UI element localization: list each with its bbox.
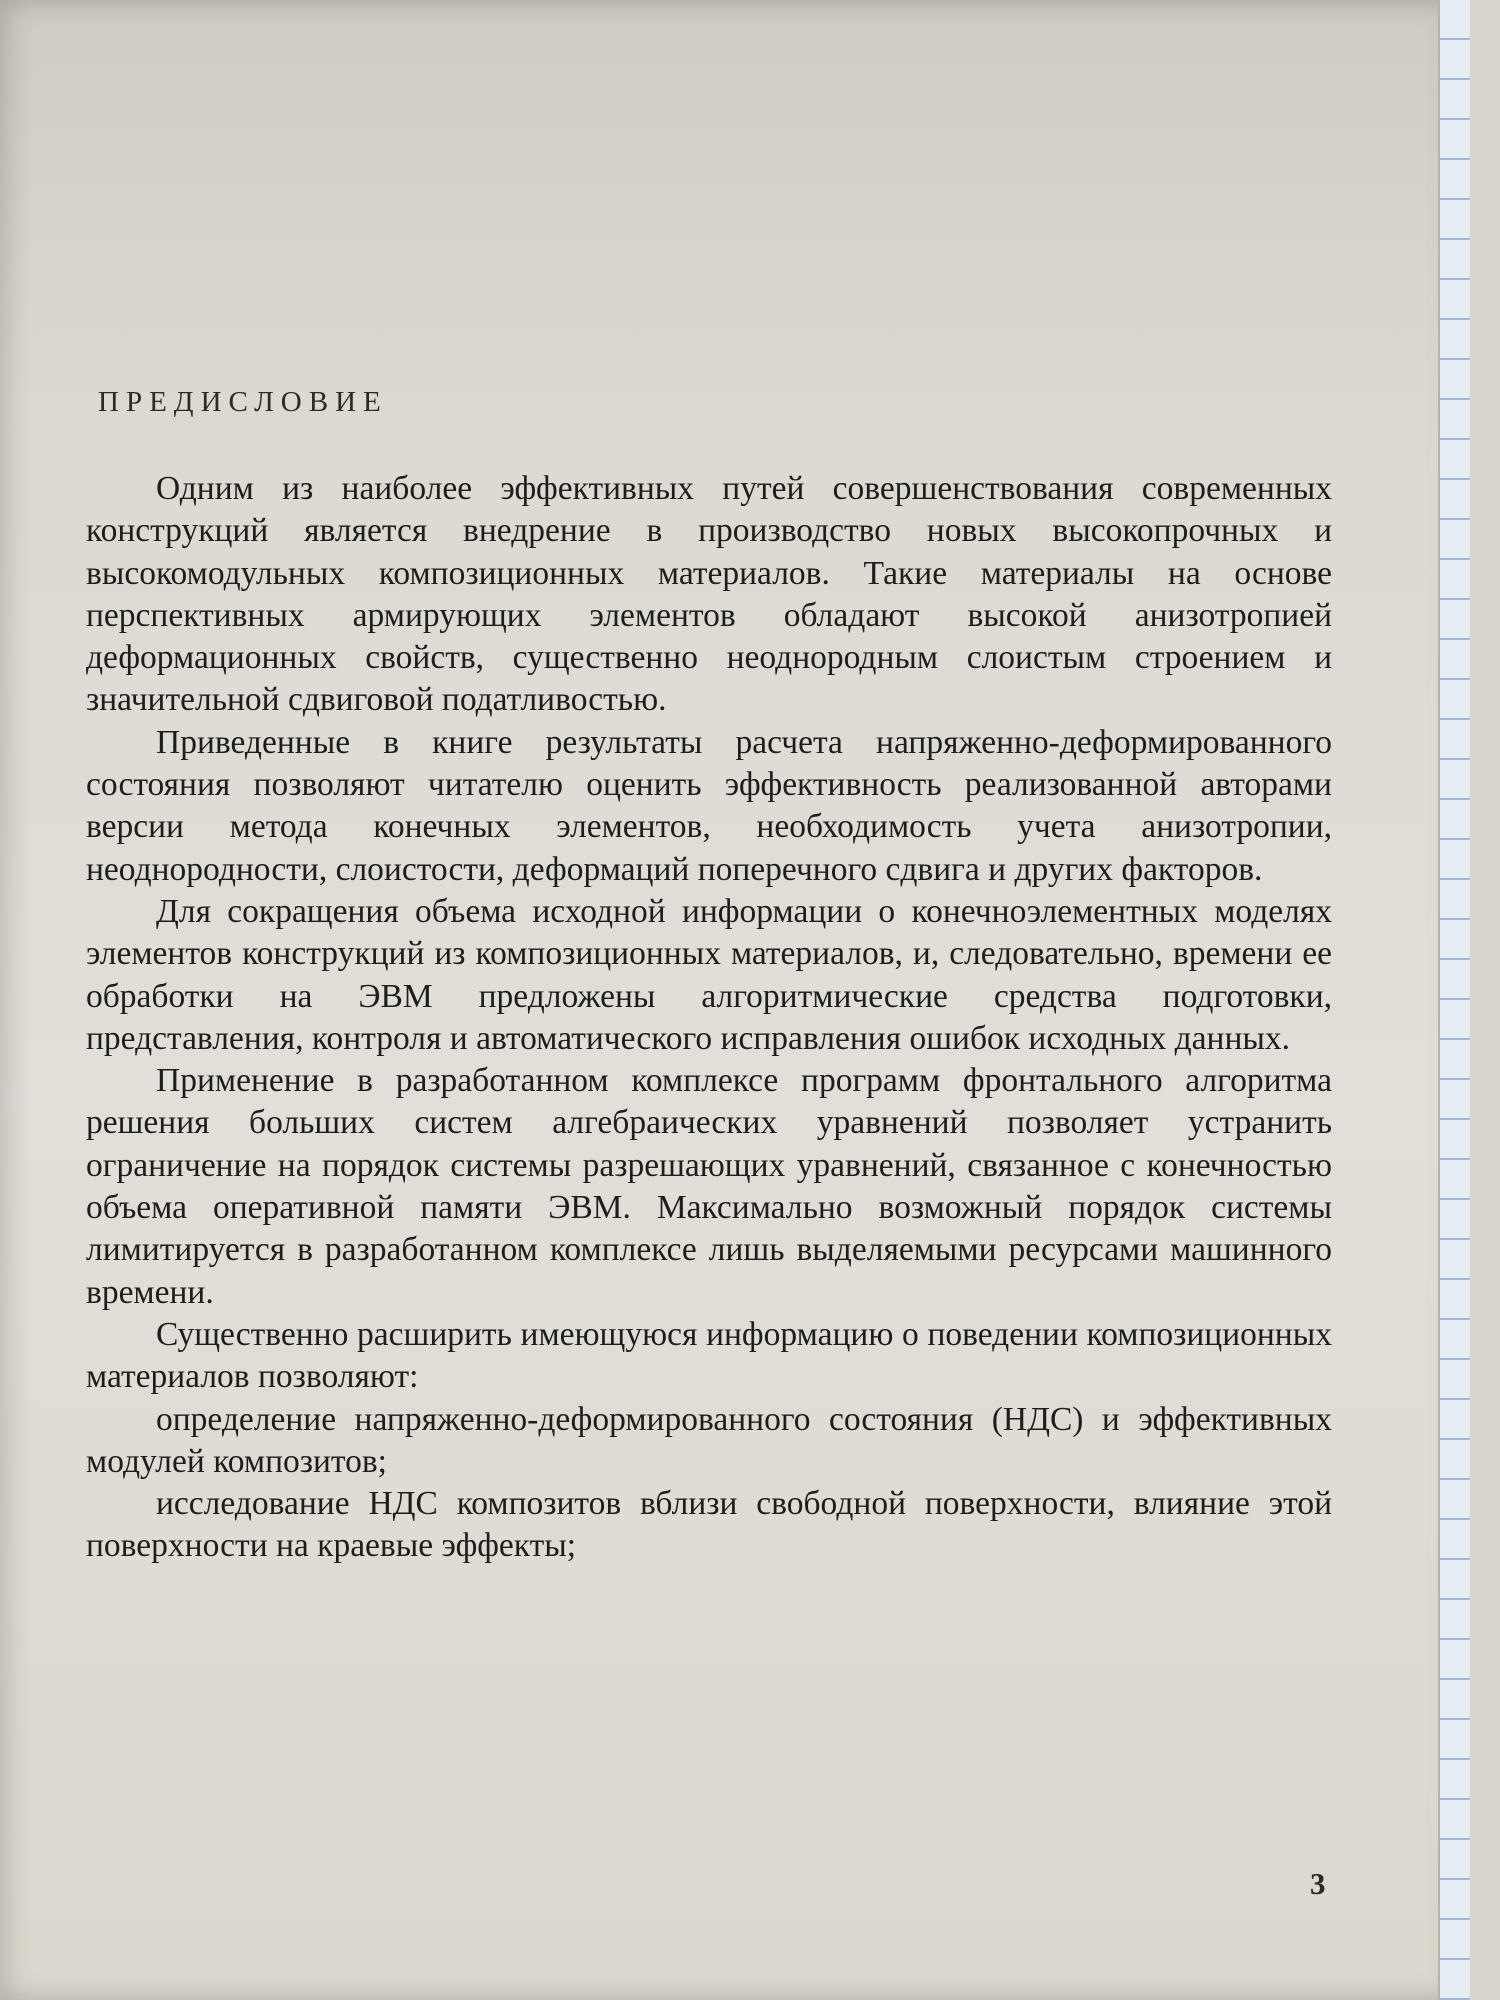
paragraph: Приведенные в книге результаты расчета напряженно-деформированного состояния позволяют читателю оценить эффективность реализованной авторами версии метода конечных элементов, необходимость учета анизотропии, неоднородности, слоистости, деформаций поперечного сдвига и других факторов. xyxy=(86,723,1332,888)
body-text xyxy=(86,468,1332,1568)
page-number: 3 xyxy=(1310,1866,1326,1901)
paragraph: Для сокращения объема исходной информации о конечноэлементных моделях элементов конструкций из композиционных материалов, и, следовательно, времени ее обработки на ЭВМ предложены алгоритмические средства подготовки, представления, контроля и автоматического исправления ошибок исходных данных. xyxy=(86,892,1332,1057)
list-item: исследование НДС композитов вблизи свободной поверхности, влияние этой поверхности на краевые эффекты; xyxy=(86,1485,1332,1565)
paragraph: Одним из наиболее эффективных путей совершенствования современных конструкций является внедрение в производство новых высокопрочных и высокомодульных композиционных материалов. Такие материалы на основе перспективных армирующих элементов обладают высокой анизотропией деформационных свойств, существенно неоднородным слоистым строением и значительной сдвиговой податливостью. xyxy=(86,470,1332,719)
page-edge xyxy=(1438,0,1470,2000)
page-title: ПРЕДИСЛОВИЕ xyxy=(98,386,388,418)
list-item: определение напряженно-деформированного состояния (НДС) и эффективных модулей композитов; xyxy=(86,1400,1332,1480)
paragraph: Существенно расширить имеющуюся информацию о поведении композиционных материалов позволяют: xyxy=(86,1315,1332,1396)
paragraph: Применение в разработанном комплексе программ фронтального алгоритма решения больших систем алгебраических уравнений позволяет устранить ограничение на порядок системы разрешающих уравнений, связанное с конечностью объема оперативной памяти ЭВМ. Максимально возможный порядок системы лимитируется в разработанном комплексе лишь выделяемыми ресурсами машинного времени. xyxy=(86,1062,1332,1311)
